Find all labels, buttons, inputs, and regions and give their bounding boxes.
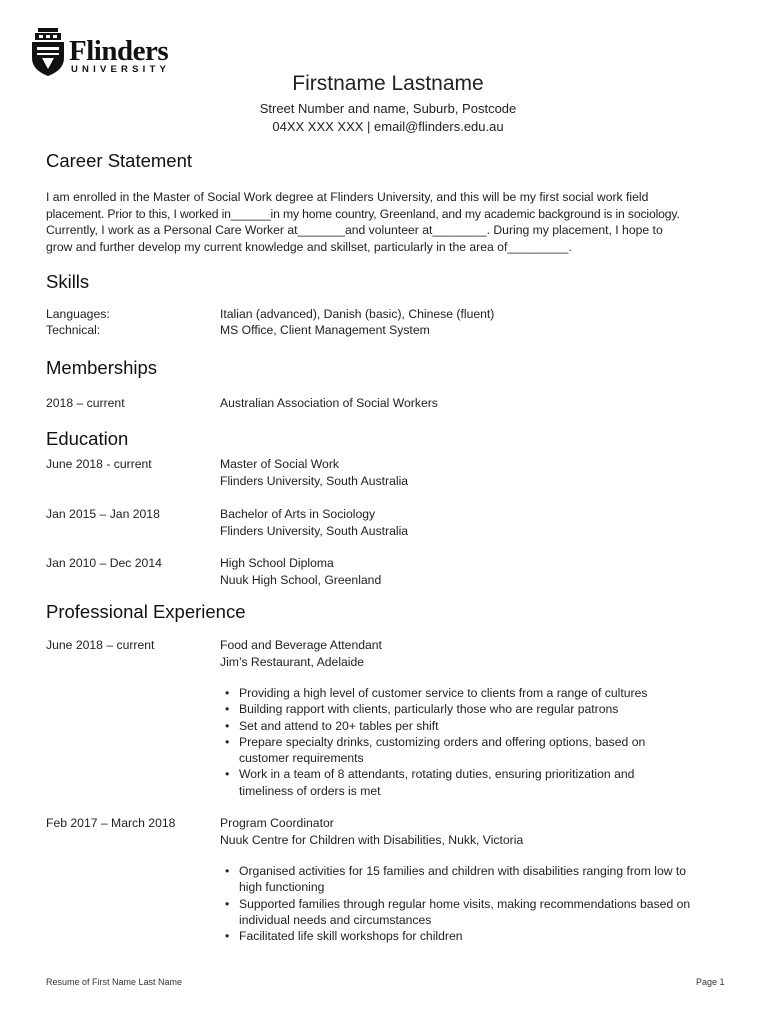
education-entry: [220, 506, 408, 539]
job-dates: Feb 2017 – March 2018: [46, 816, 176, 830]
list-item: [220, 896, 730, 929]
skill-value: Italian (advanced), Danish (basic), Chinese (fluent): [220, 307, 495, 321]
bullet-line: high functioning: [239, 880, 325, 895]
bullet-line: • Supported families through regular home visits, making recommendations based on: [239, 896, 691, 911]
list-item: [220, 734, 730, 767]
career-line: Currently, I work as a Personal Care Worker at_______and volunteer at________. During my placement, I hope to: [46, 223, 663, 237]
job-title: Program Coordinator: [220, 816, 334, 830]
education-title: High School Diploma: [220, 556, 334, 570]
career-statement-heading: Career Statement: [46, 150, 193, 171]
experience-heading: Professional Experience: [46, 601, 246, 622]
applicant-name: Firstname Lastname: [292, 72, 484, 95]
list-item: [220, 928, 730, 944]
skill-value: MS Office, Client Management System: [220, 323, 430, 337]
job-duties-list: [220, 863, 730, 944]
education-entry: [220, 555, 381, 588]
education-place: Nuuk High School, Greenland: [220, 572, 382, 587]
education-place: Flinders University, South Australia: [220, 523, 409, 538]
membership-name: Australian Association of Social Workers: [220, 396, 438, 410]
career-line: I am enrolled in the Master of Social Work degree at Flinders University, and this will be my first social work field: [46, 190, 649, 204]
education-title: Bachelor of Arts in Sociology: [220, 507, 376, 521]
logo-wordmark: Flinders: [69, 35, 169, 67]
education-dates: Jan 2010 – Dec 2014: [46, 556, 162, 570]
applicant-address: Street Number and name, Suburb, Postcode: [259, 101, 517, 116]
bullet-line: • Work in a team of 8 attendants, rotating duties, ensuring prioritization and: [239, 767, 635, 782]
bullet-line: • Prepare specialty drinks, customizing orders and offering options, based on: [239, 734, 646, 749]
membership-dates: 2018 – current: [46, 396, 125, 410]
list-item: [220, 718, 730, 734]
list-item: [220, 685, 730, 701]
logo-subtitle: UNIVERSITY: [71, 64, 171, 75]
education-place: Flinders University, South Australia: [220, 473, 409, 488]
crest-icon: [30, 25, 66, 77]
career-statement-text: [46, 189, 726, 255]
bullet-line: customer requirements: [239, 751, 364, 766]
education-entry: [220, 456, 408, 489]
footer-title: Resume of First Name Last Name: [46, 977, 183, 987]
bullet-line: timeliness of orders is met: [239, 783, 381, 798]
education-title: Master of Social Work: [220, 457, 339, 471]
career-line: placement. Prior to this, I worked in______in my home country, Greenland, and my academic background is in sociology.: [46, 206, 680, 221]
list-item: [220, 863, 730, 896]
page-number: Page 1: [696, 977, 725, 987]
bullet-line: • Providing a high level of customer service to clients from a range of cultures: [239, 686, 648, 700]
skill-label: Technical:: [46, 323, 101, 337]
list-item: [220, 766, 730, 799]
job-entry: [220, 815, 523, 848]
job-place: Nuuk Centre for Children with Disabilities, Nukk, Victoria: [220, 832, 524, 847]
job-dates: June 2018 – current: [46, 638, 155, 652]
bullet-line: • Building rapport with clients, particularly those who are regular patrons: [239, 702, 619, 717]
job-place: Jim’s Restaurant, Adelaide: [220, 654, 365, 669]
skills-heading: Skills: [46, 271, 90, 292]
education-heading: Education: [46, 428, 129, 449]
bullet-line: individual needs and circumstances: [239, 912, 432, 927]
memberships-heading: Memberships: [46, 357, 158, 378]
bullet-line: • Facilitated life skill workshops for children: [239, 929, 463, 944]
job-duties-list: [220, 685, 730, 799]
bullet-line: • Set and attend to 20+ tables per shift: [239, 718, 439, 733]
bullet-line: • Organised activities for 15 families and children with disabilities ranging from low to: [239, 864, 687, 878]
skill-label: Languages:: [46, 307, 110, 321]
job-entry: [220, 637, 382, 670]
list-item: [220, 701, 730, 717]
career-line: grow and further develop my current knowledge and skillset, particularly in the area of_________.: [46, 239, 572, 254]
education-dates: June 2018 - current: [46, 457, 152, 471]
applicant-contact: 04XX XXX XXX | email@flinders.edu.au: [272, 119, 504, 134]
education-dates: Jan 2015 – Jan 2018: [46, 507, 160, 521]
job-title: Food and Beverage Attendant: [220, 638, 382, 652]
